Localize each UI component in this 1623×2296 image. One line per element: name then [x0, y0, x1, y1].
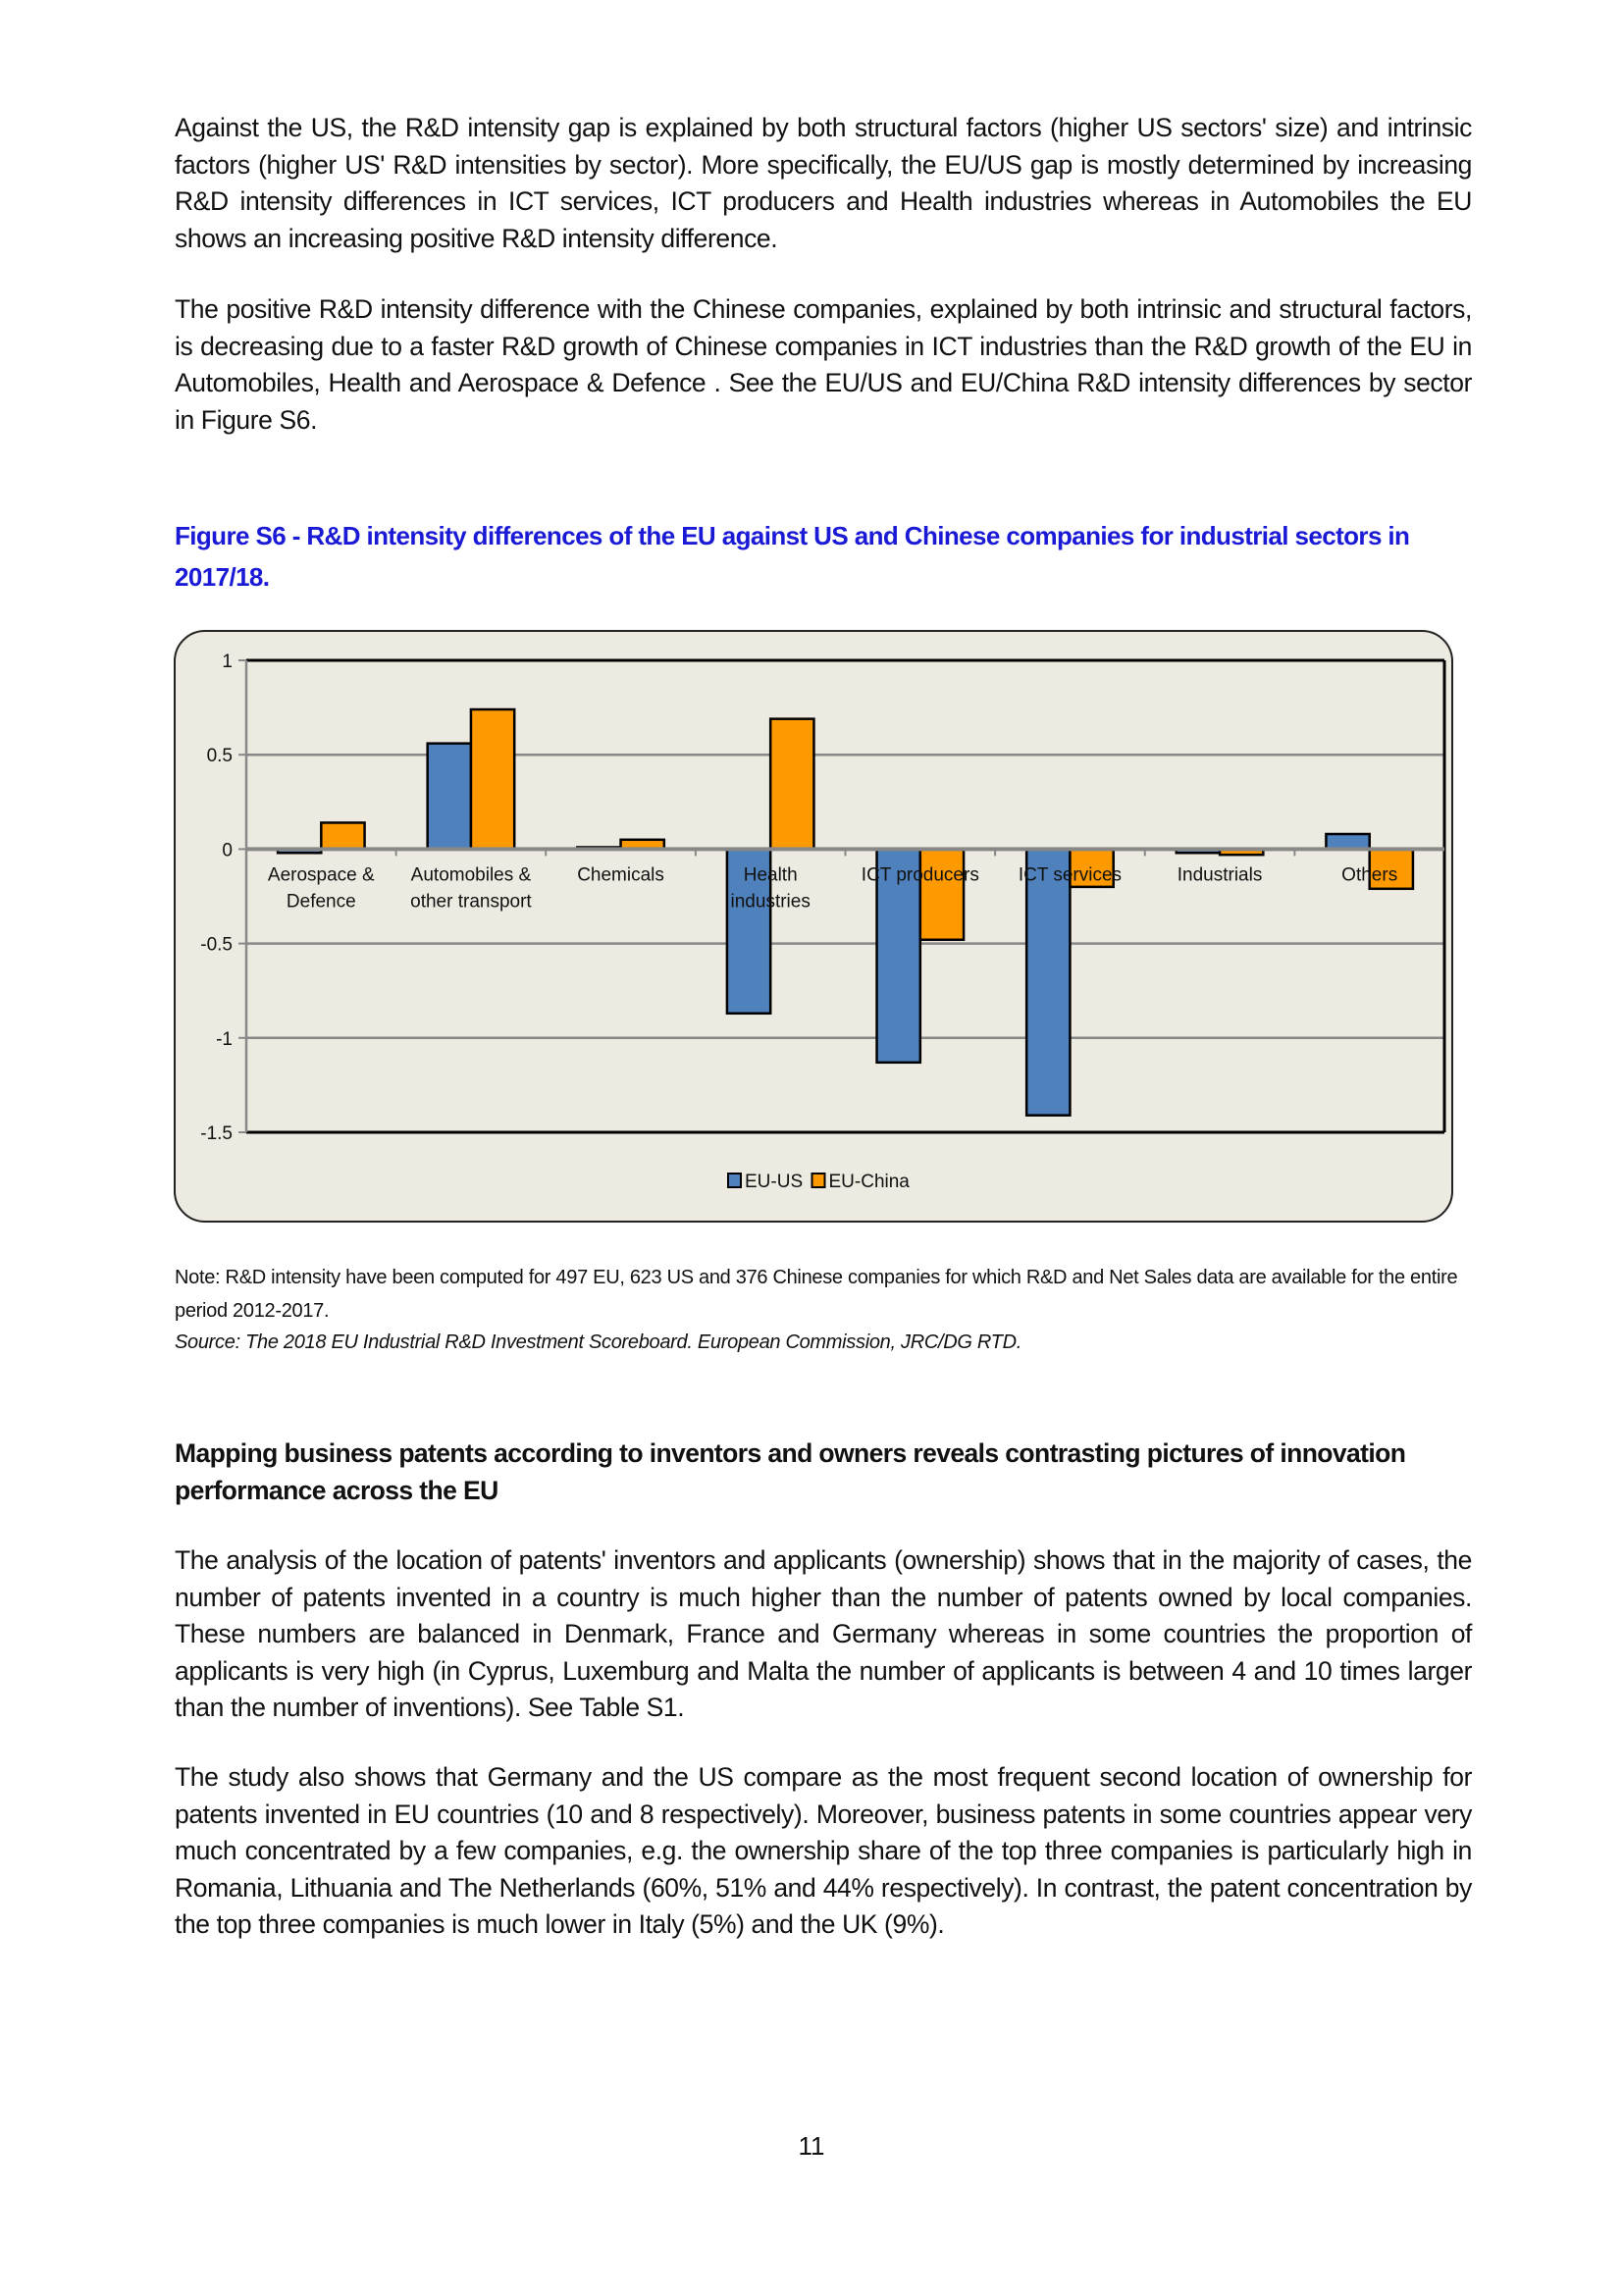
category-label: industries: [730, 891, 811, 913]
legend-swatch-eu-us: [728, 1174, 741, 1187]
bar-chart: [176, 632, 1455, 1225]
bar-eu-us: [1326, 834, 1369, 849]
figure-note: Note: R&D intensity have been computed for 497 EU, 623 US and 376 Chinese companies for which R&D and Net Sales data are available for the entire period 2012-2017.: [175, 1267, 1458, 1322]
paragraph-eu-us-gap: Against the US, the R&D intensity gap is explained by both structural factors (higher US sectors' size) and intrinsic factors (higher US' R&D intensities by sector). More specifically, the EU/US gap is mostly determined by increasing R&D intensity differences in ICT services, ICT producers and Health industries whereas in Automobiles the EU shows an increasing positive R&D intensity difference.: [175, 113, 1472, 253]
category-label: ICT services: [1018, 864, 1123, 886]
bar-eu-china: [770, 719, 813, 850]
legend-label-eu-china: EU-China: [828, 1172, 910, 1192]
y-tick-label: 0: [222, 840, 233, 861]
paragraph-eu-china-difference: The positive R&D intensity difference with the Chinese companies, explained by both intrinsic and structural factors, is decreasing due to a faster R&D growth of Chinese companies in ICT industries than the R&D growth of the EU in Automobiles, Health and Aerospace & Defence . See the EU/US and EU/China R&D intensity differences by sector in Figure S6.: [175, 294, 1472, 435]
category-label: other transport: [410, 891, 532, 913]
legend-label-eu-us: EU-US: [745, 1172, 804, 1192]
section-heading: Mapping business patents according to inventors and owners reveals contrasting pictures of innovation performance across the EU: [175, 1438, 1406, 1505]
page-number: 11: [798, 2131, 825, 2161]
y-tick-label: -1.5: [200, 1123, 233, 1144]
chart-container: [174, 630, 1453, 1223]
figure-caption: Figure S6 - R&D intensity differences of the EU against US and Chinese companies for industrial sectors in 2017/18.: [175, 521, 1410, 592]
category-label: ICT producers: [861, 864, 979, 886]
legend-swatch-eu-china: [812, 1174, 825, 1187]
bar-eu-china: [321, 822, 364, 849]
bar-eu-china: [471, 709, 514, 849]
category-label: Defence: [286, 891, 356, 913]
paragraph-patent-location: The analysis of the location of patents' inventors and applicants (ownership) shows that in the majority of cases, the number of patents invented in a country is much higher than the number of patents owned by local companies. These numbers are balanced in Denmark, France and Germany whereas in some countries the proportion of applicants is very high (in Cyprus, Luxemburg and Malta the number of applicants is between 4 and 10 times larger than the number of inventions). See Table S1.: [175, 1545, 1472, 1722]
category-label: Others: [1341, 864, 1398, 886]
category-label: Aerospace &: [267, 864, 375, 886]
category-label: Industrials: [1177, 864, 1263, 886]
y-tick-label: -0.5: [200, 934, 233, 956]
category-label: Automobiles &: [410, 864, 532, 886]
bar-eu-us: [1026, 849, 1070, 1115]
figure-source: Source: The 2018 EU Industrial R&D Investment Scoreboard. European Commission, JRC/DG RTD.: [175, 1331, 1022, 1353]
y-tick-label: 0.5: [206, 746, 233, 767]
bar-eu-china: [920, 849, 964, 939]
category-label: Health: [743, 864, 798, 886]
category-label: Chemicals: [577, 864, 664, 886]
paragraph-patent-ownership: The study also shows that Germany and the US compare as the most frequent second location of ownership for patents invented in EU countries (10 and 8 respectively). Moreover, business patents in some countries appear very much concentrated by a few companies, e.g. the ownership share of the top three companies is particularly high in Romania, Lithuania and The Netherlands (60%, 51% and 44% respectively). In contrast, the patent concentration by the top three companies is much lower in Italy (5%) and the UK (9%).: [175, 1762, 1472, 1939]
bar-eu-us: [428, 744, 471, 850]
y-tick-label: 1: [222, 652, 233, 672]
y-tick-label: -1: [216, 1028, 233, 1050]
